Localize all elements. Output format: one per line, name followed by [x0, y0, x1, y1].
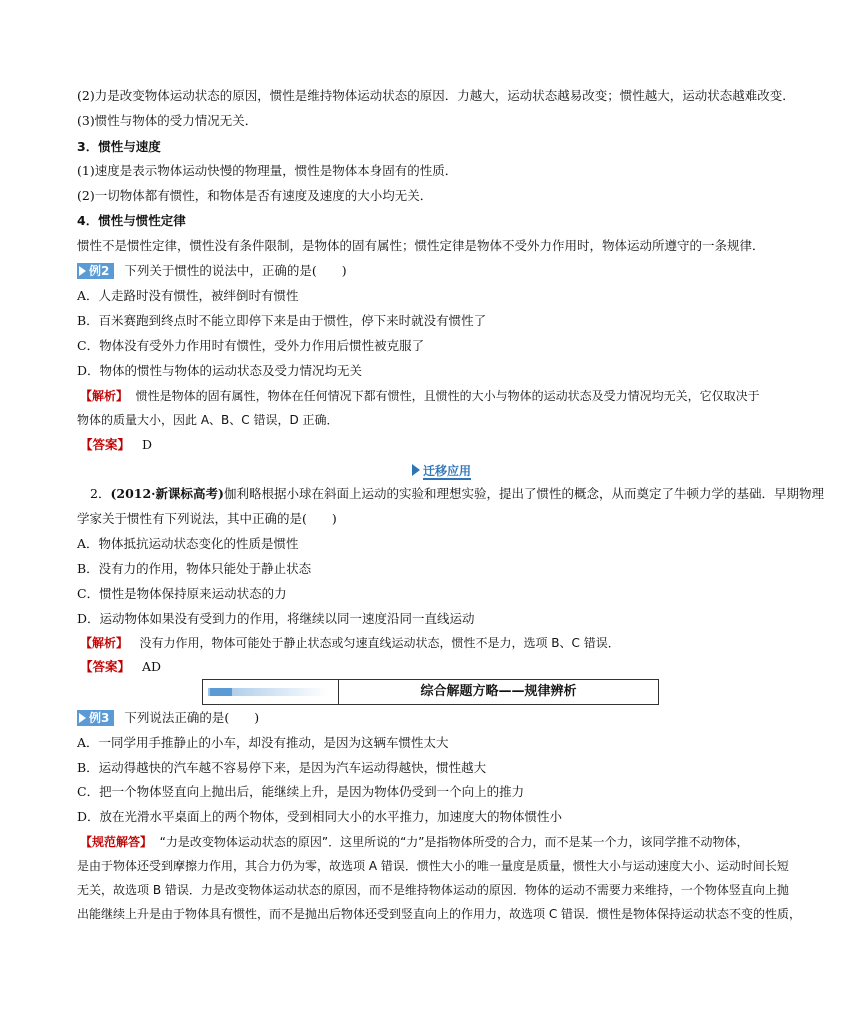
- triangle-icon: [412, 464, 420, 476]
- text-line: (2)一切物体都有惯性，和物体是否有速度及速度的大小均无关．: [77, 188, 433, 203]
- analysis-line: [80, 386, 810, 406]
- example-tag: 例3: [77, 710, 114, 726]
- solution-text: “力是改变物体运动状态的原因”．这里所说的“力”是指物体所受的合力，而不是某一个力，该同学推不动物体，: [159, 835, 749, 849]
- problem-text: 2．(2012·新课标高考)伽利略根据小球在斜面上运动的实验和理想实验，提出了惯性的概念，从而奠定了牛顿力学的基础．早期物理: [90, 486, 824, 501]
- problem-source: (2012·新课标高考): [110, 486, 224, 501]
- transfer-application-heading: 迁移应用: [412, 462, 471, 479]
- analysis-line: 物体的质量大小，因此 A、B、C 错误，D 正确．: [77, 413, 339, 427]
- answer-value: AD: [141, 659, 161, 674]
- option-a: A．一同学用手推静止的小车，却没有推动，是因为这辆车惯性太大: [77, 735, 449, 750]
- option-c: C．物体没有受外力作用时有惯性，受外力作用后惯性被克服了: [77, 338, 425, 353]
- text-line: (1)速度是表示物体运动快慢的物理量，惯性是物体本身固有的性质．: [77, 163, 458, 178]
- solution-line: 出能继续上升是由于物体具有惯性，而不是抛出后物体还受到竖直向上的作用力，故选项 C 错误．惯性是物体保持运动状态不变的性质，: [77, 907, 802, 921]
- option-d: D．运动物体如果没有受到力的作用，将继续以同一速度沿同一直线运动: [77, 611, 475, 626]
- analysis-text: 没有力作用，物体可能处于静止状态或匀速直线运动状态，惯性不是力，选项 B、C 错误．: [139, 636, 620, 650]
- method-box-title: 综合解题方略——规律辨析: [420, 684, 577, 699]
- problem-text: 学家关于惯性有下列说法，其中正确的是( ): [77, 511, 337, 526]
- analysis-label: 【解析】: [80, 636, 129, 650]
- example-tag: 例2: [77, 263, 114, 279]
- text-line: (2)力是改变物体运动状态的原因，惯性是维持物体运动状态的原因．力越大，运动状态越易改变；惯性越大，运动状态越难改变．: [77, 88, 795, 103]
- text-line: 惯性不是惯性定律，惯性没有条件限制，是物体的固有属性；惯性定律是物体不受外力作用时，物体运动所遵守的一条规律．: [77, 238, 765, 253]
- example-question: [77, 708, 807, 728]
- method-box: [202, 679, 659, 705]
- option-c: C．把一个物体竖直向上抛出后，能继续上升，是因为物体仍受到一个向上的推力: [77, 784, 525, 799]
- answer-label: 【答案】: [80, 659, 131, 674]
- option-a: A．人走路时没有惯性，被绊倒时有惯性: [77, 288, 299, 303]
- option-b: B．运动得越快的汽车越不容易停下来，是因为汽车运动得越快，惯性越大: [77, 760, 487, 775]
- analysis-label: 【解析】: [80, 389, 129, 403]
- option-d: D．物体的惯性与物体的运动状态及受力情况均无关: [77, 363, 363, 378]
- text-line: (3)惯性与物体的受力情况无关．: [77, 113, 258, 128]
- question-text: 下列说法正确的是( ): [124, 710, 260, 725]
- option-a: A．物体抵抗运动状态变化的性质是惯性: [77, 536, 299, 551]
- analysis-text: 惯性是物体的固有属性，物体在任何情况下都有惯性，且惯性的大小与物体的运动状态及受力情况均无关，它仅取决于: [135, 389, 760, 403]
- answer-line: [80, 435, 810, 455]
- question-text: 下列关于惯性的说法中，正确的是( ): [124, 263, 347, 278]
- solution-label: 【规范解答】: [80, 835, 153, 849]
- decorative-bar: [203, 680, 339, 704]
- answer-line: [80, 657, 810, 677]
- analysis-line: [80, 633, 810, 653]
- answer-label: 【答案】: [80, 437, 131, 452]
- option-b: B．没有力的作用，物体只能处于静止状态: [77, 561, 312, 576]
- example-question: [77, 261, 807, 281]
- option-d: D．放在光滑水平桌面上的两个物体，受到相同大小的水平推力，加速度大的物体惯性小: [77, 809, 563, 824]
- section-heading: 4．惯性与惯性定律: [77, 213, 186, 228]
- option-b: B．百米赛跑到终点时不能立即停下来是由于惯性，停下来时就没有惯性了: [77, 313, 487, 328]
- solution-line: [80, 832, 810, 852]
- section-heading: 3．惯性与速度: [77, 139, 161, 154]
- solution-line: 无关，故选项 B 错误．力是改变物体运动状态的原因，而不是维持物体运动的原因．物体的运动不需要力来维持，一个物体竖直向上抛: [77, 883, 789, 897]
- solution-line: 是由于物体还受到摩擦力作用，其合力仍为零，故选项 A 错误．惯性大小的唯一量度是质量，惯性大小与运动速度大小、运动时间长短: [77, 859, 789, 873]
- option-c: C．惯性是物体保持原来运动状态的力: [77, 586, 287, 601]
- answer-value: D: [141, 437, 152, 452]
